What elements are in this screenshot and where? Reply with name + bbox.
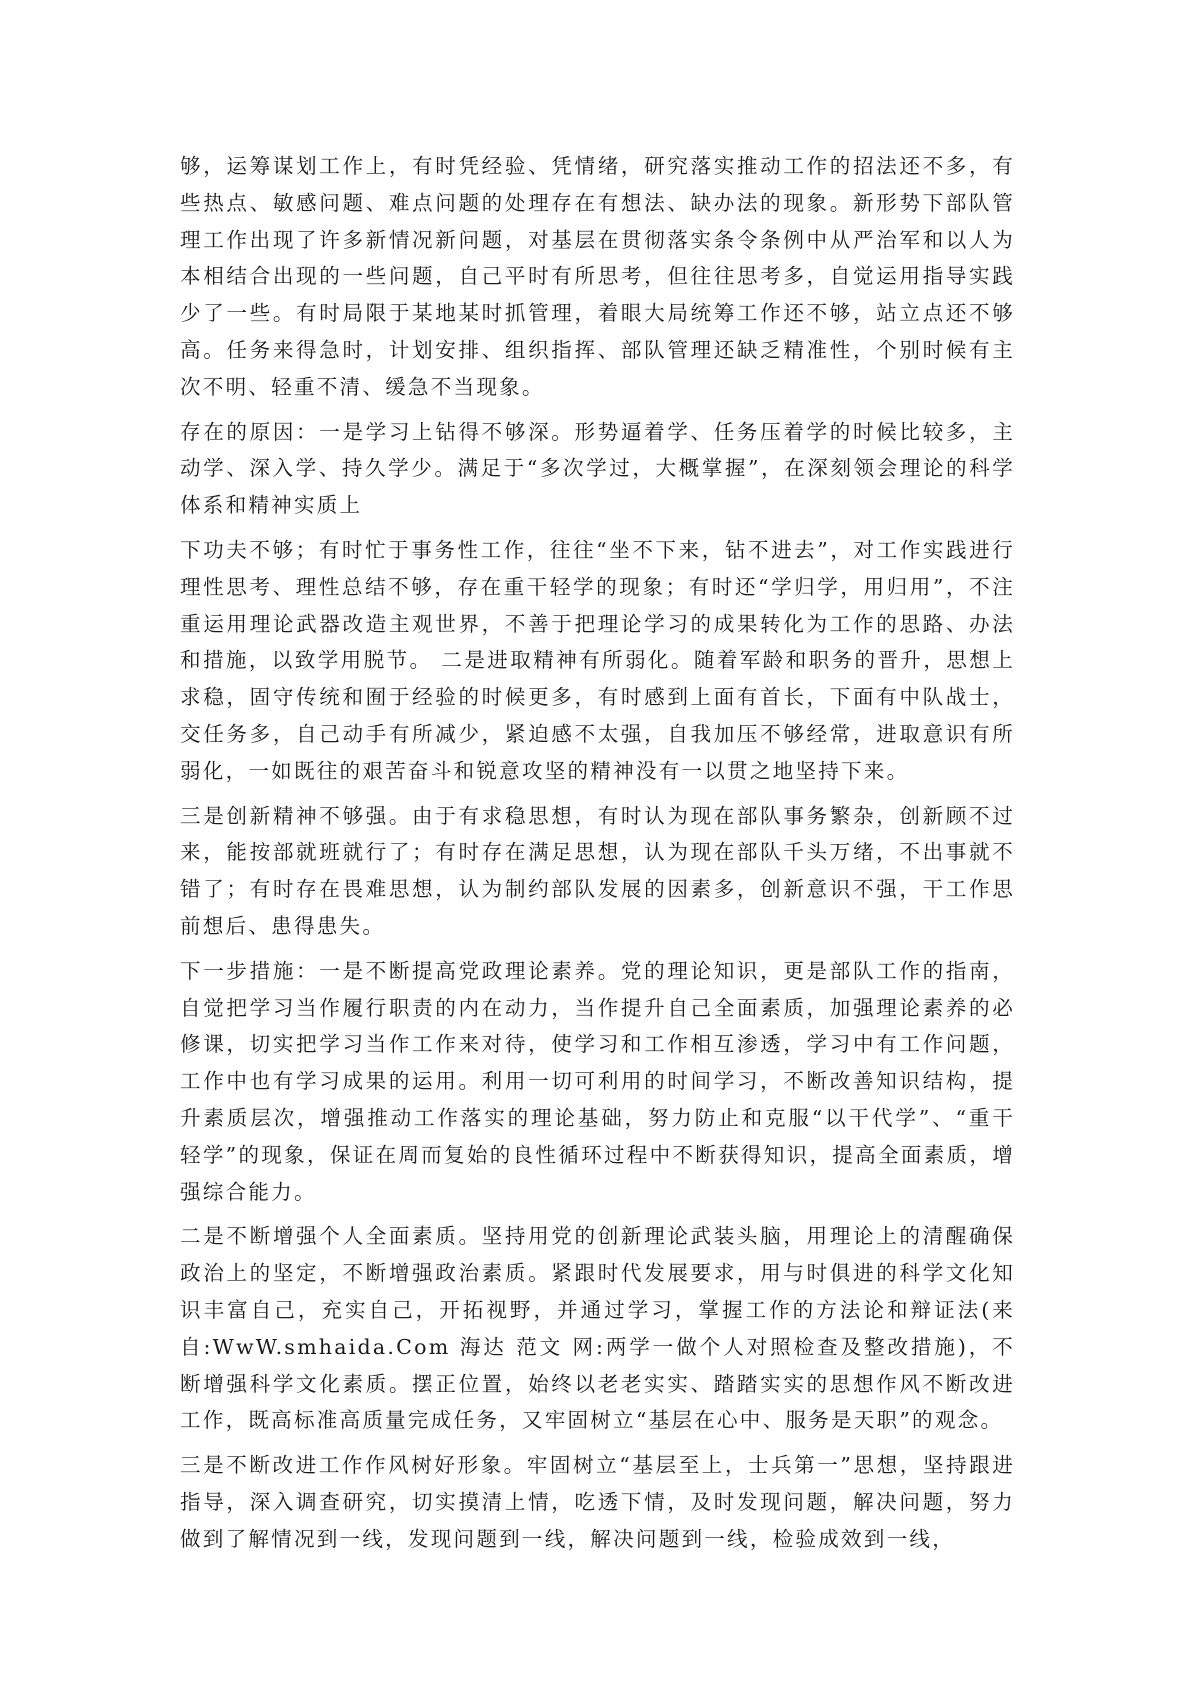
paragraph-4: 三是创新精神不够强。由于有求稳思想，有时认为现在部队事务繁杂，创新顾不过来，能按部就班就行了；有时存在满足思想，认为现在部队千头万绪，不出事就不错了；有时存在畏难思想，认为制约部队发展的因素多，创新意识不强，干工作思前想后、患得患失。 (180, 803, 1015, 938)
document-page (180, 148, 1015, 1565)
paragraph-2: 存在的原因：一是学习上钻得不够深。形势逼着学、任务压着学的时候比较多，主动学、深入学、持久学少。满足于“多次学过，大概掌握”，在深刻领会理论的科学体系和精神实质上 (180, 419, 1015, 518)
paragraph-6: 二是不断增强个人全面素质。坚持用党的创新理论武装头脑，用理论上的清醒确保政治上的坚定，不断增强政治素质。紧跟时代发展要求，用与时俱进的科学文化知识丰富自己，充实自己，开拓视野，并通过学习，掌握工作的方法论和辩证法(来自:WwW.smhaida.Com 海达 范文 网:两学一做个人对照检查及整改措施)，不断增强科学文化素质。摆正位置，始终以老老实实、踏踏实实的思想作风不断改进工作，既高标准高质量完成任务，又牢固树立“基层在心中、服务是天职”的观念。 (180, 1224, 1015, 1433)
paragraph-3: 下功夫不够；有时忙于事务性工作，往往“坐不下来，钻不进去”，对工作实践进行理性思考、理性总结不够，存在重干轻学的现象；有时还“学归学，用归用”，不注重运用理论武器改造主观世界，不善于把理论学习的成果转化为工作的思路、办法和措施，以致学用脱节。 二是进取精神有所弱化。随着军龄和职务的晋升，思想上求稳，固守传统和囿于经验的时候更多，有时感到上面有首长，下面有中队战士，交任务多，自己动手有所减少，紧迫感不太强，自我加压不够经常，进取意识有所弱化，一如既往的艰苦奋斗和锐意攻坚的精神没有一以贯之地坚持下来。 (180, 537, 1015, 783)
paragraph-1: 够，运筹谋划工作上，有时凭经验、凭情绪，研究落实推动工作的招法还不多，有些热点、敏感问题、难点问题的处理存在有想法、缺办法的现象。新形势下部队管理工作出现了许多新情况新问题，对基层在贯彻落实条令条例中从严治军和以人为本相结合出现的一些问题，自己平时有所思考，但往往思考多，自觉运用指导实践少了一些。有时局限于某地某时抓管理，着眼大局统筹工作还不够，站立点还不够高。任务来得急时，计划安排、组织指挥、部队管理还缺乏精准性，个别时候有主次不明、轻重不清、缓急不当现象。 (180, 154, 1015, 399)
paragraph-7: 三是不断改进工作作风树好形象。牢固树立“基层至上，士兵第一”思想，坚持跟进指导，深入调查研究，切实摸清上情，吃透下情，及时发现问题，解决问题，努力做到了解情况到一线，发现问题到一线，解决问题到一线，检验成效到一线， (180, 1453, 1015, 1551)
paragraph-5: 下一步措施：一是不断提高党政理论素养。党的理论知识，更是部队工作的指南，自觉把学习当作履行职责的内在动力，当作提升自己全面素质，加强理论素养的必修课，切实把学习当作工作来对待，使学习和工作相互渗透，学习中有工作问题，工作中也有学习成果的运用。利用一切可利用的时间学习，不断改善知识结构，提升素质层次，增强推动工作落实的理论基础，努力防止和克服“以干代学”、“重干轻学”的现象，保证在周而复始的良性循环过程中不断获得知识，提高全面素质，增强综合能力。 (180, 958, 1015, 1204)
